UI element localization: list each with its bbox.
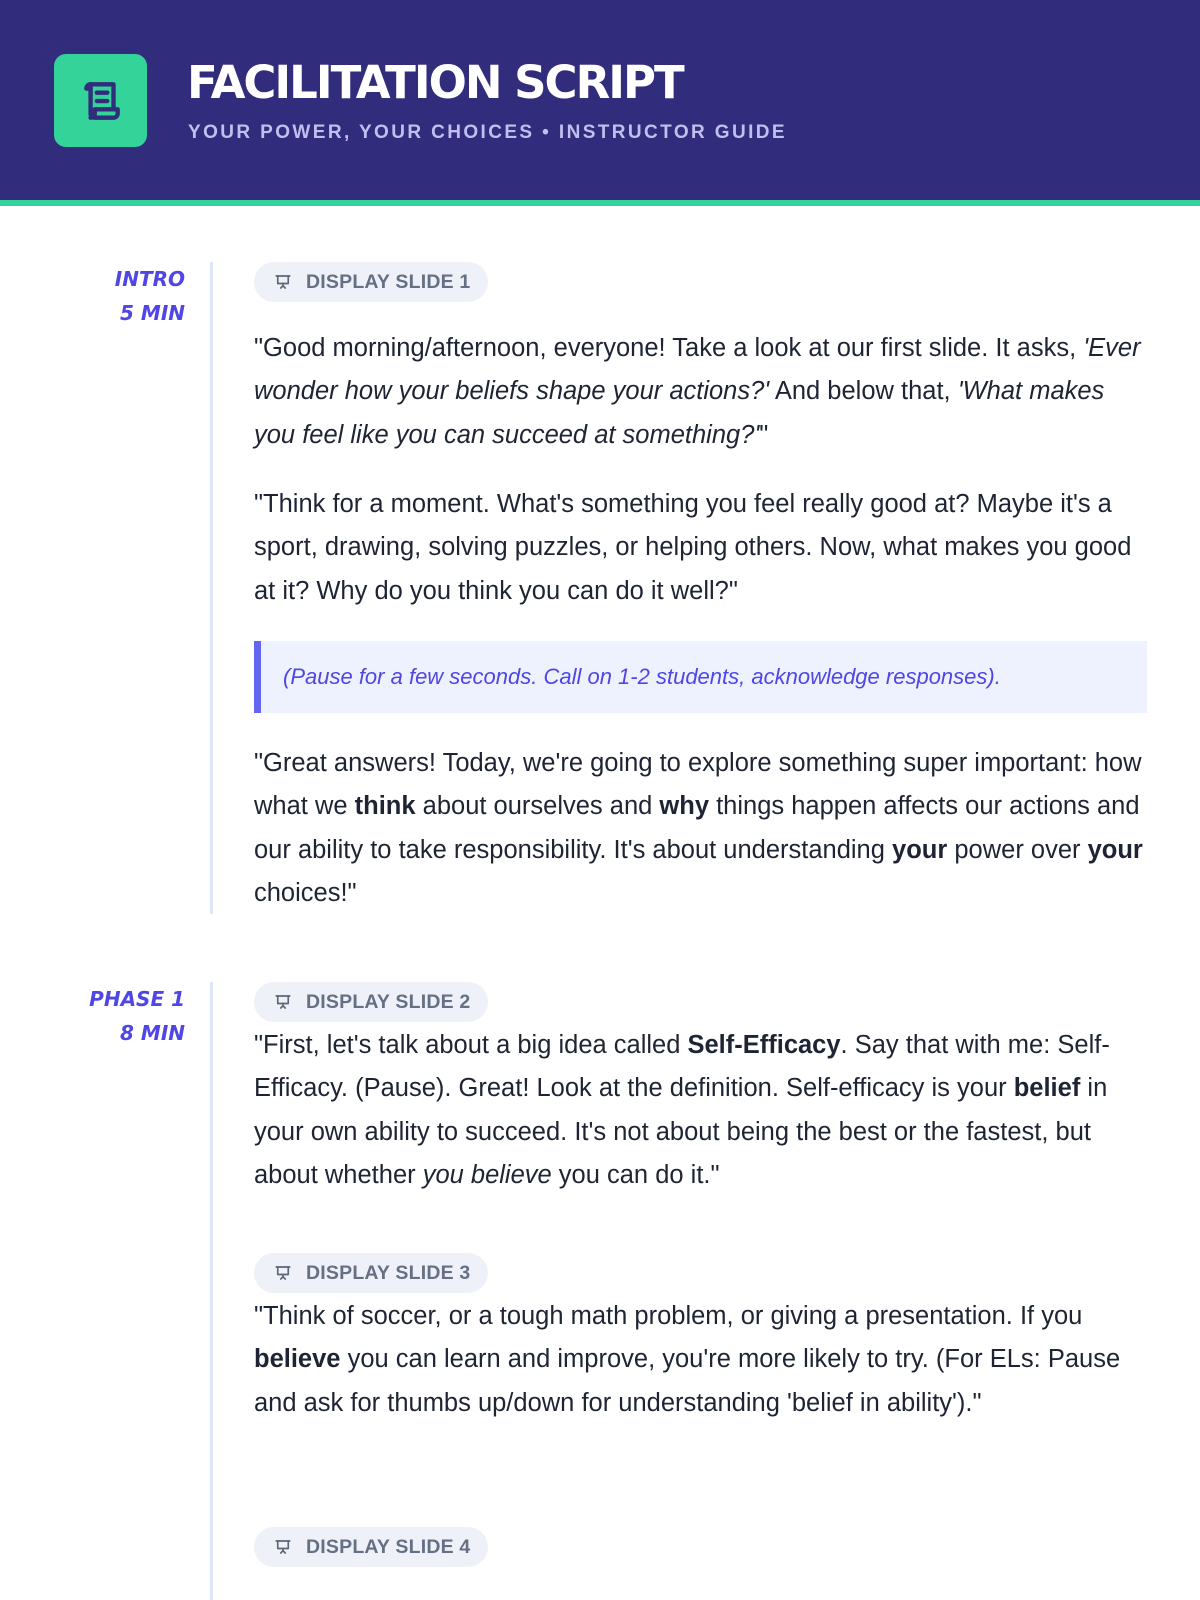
text-run: power over (947, 835, 1088, 864)
display-slide-label: DISPLAY SLIDE 4 (306, 1535, 471, 1558)
logo-badge (54, 54, 147, 147)
emphasis: Self-Efficacy (687, 1031, 841, 1059)
emphasis: belief (1013, 1074, 1081, 1103)
emphasis: why (659, 792, 709, 821)
script-paragraph (254, 327, 1147, 457)
presentation-icon (274, 1538, 292, 1556)
display-slide-label: DISPLAY SLIDE 2 (306, 990, 471, 1013)
display-slide-3-badge (254, 1253, 488, 1293)
script-paragraph (254, 1024, 1147, 1198)
display-slide-4-badge (254, 1527, 488, 1567)
text-run: And below that, (769, 377, 958, 406)
quoted-question: 'Ever wonder how your beliefs shape your actions?' (254, 334, 1141, 406)
script-paragraph: "Think for a moment. What's something you feel really good at? Maybe it's a sport, drawing, solving puzzles, or helping others. Now, what makes you good at it? Why do you think you can do it well?" (254, 490, 1132, 605)
section-phase-1 (0, 982, 1200, 1600)
section-label-intro (115, 262, 185, 330)
section-label-title: PHASE 1 (89, 987, 185, 1011)
section-timeline-line (210, 262, 213, 914)
display-slide-label: DISPLAY SLIDE 1 (306, 270, 471, 293)
display-slide-1-badge (254, 262, 488, 302)
text-run: " (759, 420, 769, 449)
quoted-question: 'What makes you feel like you can succeed at something?' (254, 377, 1105, 449)
script-paragraph (254, 1295, 1147, 1425)
scroll-icon (76, 76, 126, 126)
emphasis: believe (254, 1345, 341, 1374)
instructor-note-callout (254, 641, 1147, 713)
header-accent-stripe (0, 200, 1200, 206)
text-run: "Great answers! Today, we're going to explore something super important: how what we (254, 749, 1142, 821)
section-label-duration: 5 MIN (120, 301, 185, 325)
emphasis: your (1087, 835, 1143, 864)
section-timeline-line (210, 982, 213, 1600)
section-label-duration: 8 MIN (120, 1021, 185, 1045)
text-run: in your own ability to succeed. It's not about being the best or the fastest, but about whether (254, 1074, 1108, 1190)
emphasis: your (892, 835, 948, 864)
section-label-title: INTRO (114, 267, 185, 291)
presentation-icon (274, 273, 292, 291)
script-paragraph (254, 742, 1147, 916)
text-run: choices!" (254, 879, 357, 908)
text-run: "Good morning/afternoon, everyone! Take a look at our first slide. It asks, (254, 334, 1084, 362)
section-intro (0, 262, 1200, 914)
text-run: about ourselves and (415, 792, 660, 821)
text-run: things happen affects our actions and our ability to take responsibility. It's about understanding (254, 792, 1140, 864)
instructor-note-text: (Pause for a few seconds. Call on 1-2 students, acknowledge responses). (283, 664, 1001, 689)
text-run: "First, let's talk about a big idea called (254, 1031, 688, 1059)
presentation-icon (274, 1264, 292, 1282)
page-subtitle: YOUR POWER, YOUR CHOICES • INSTRUCTOR GUIDE (188, 122, 787, 143)
text-run: "Think of soccer, or a tough math problem, or giving a presentation. If you (254, 1302, 1083, 1330)
display-slide-2-badge (254, 982, 488, 1022)
page-title: FACILITATION SCRIPT (187, 56, 683, 109)
section-label-phase-1 (89, 982, 185, 1050)
text-run: you can learn and improve, you're more likely to try. (For ELs: Pause and ask for thumbs up/down for understanding 'belief in ability')." (254, 1345, 1121, 1417)
presentation-icon (274, 993, 292, 1011)
emphasis: think (354, 792, 416, 821)
emphasis-italic: you believe (422, 1161, 552, 1190)
text-run: you can do it." (551, 1161, 720, 1190)
display-slide-label: DISPLAY SLIDE 3 (306, 1261, 471, 1284)
text-run: . Say that with me: Self-Efficacy. (Pause). Great! Look at the definition. Self-efficacy is your (254, 1031, 1110, 1103)
header-bar (0, 0, 1200, 200)
